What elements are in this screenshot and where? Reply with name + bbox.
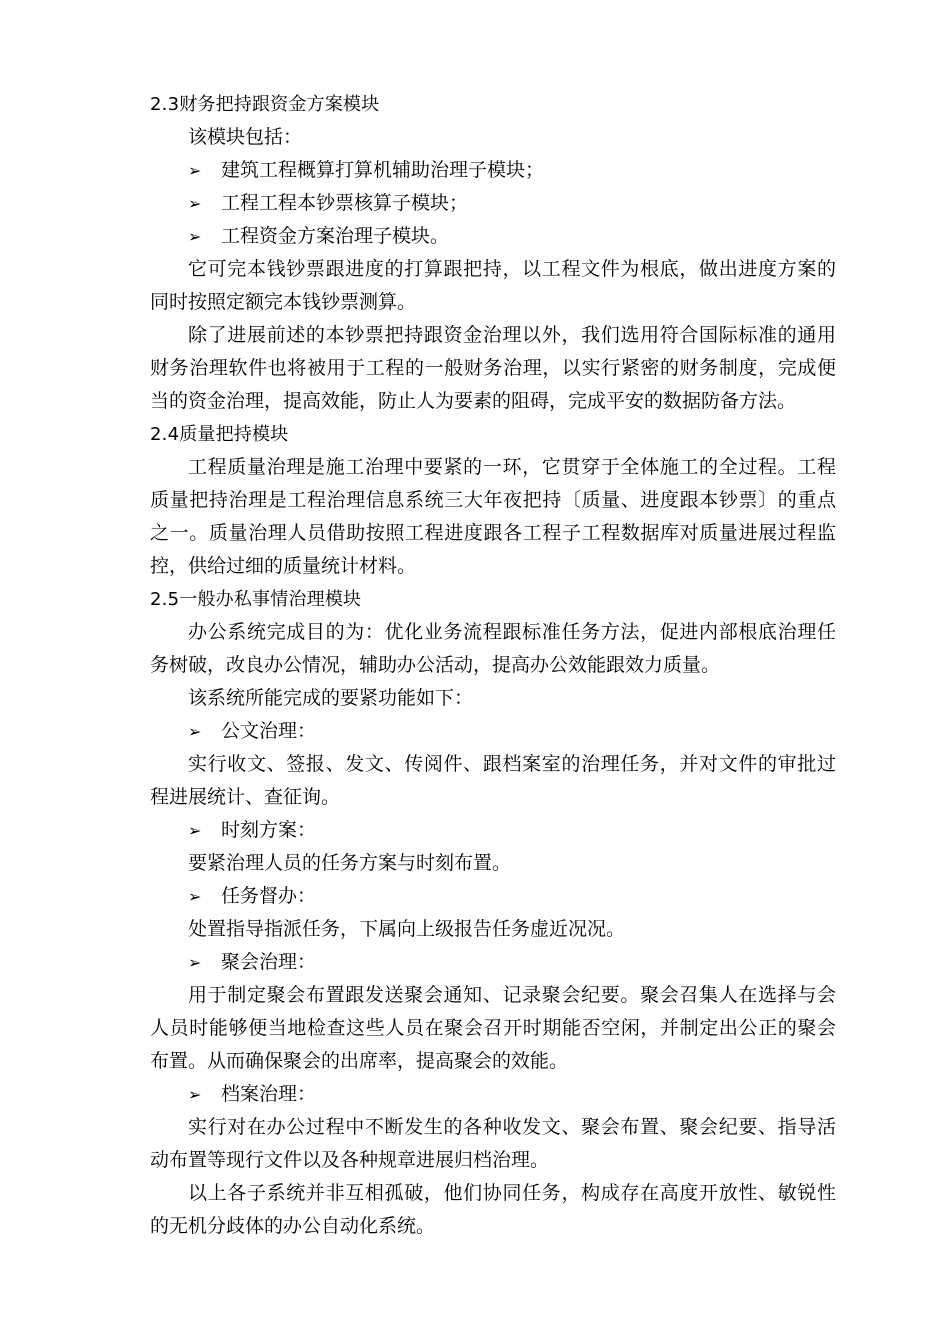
arrow-bullet-icon: ➢	[188, 227, 202, 246]
bullet-item	[150, 154, 836, 187]
arrow-bullet-icon: ➢	[188, 161, 202, 180]
arrow-bullet-icon: ➢	[188, 194, 202, 213]
bullet-text: 聚会治理：	[221, 951, 317, 973]
paragraph-line: 它可完本钱钞票跟进度的打算跟把持，以工程文件为根底，做出进度方案的	[188, 258, 836, 280]
paragraph-line: 财务治理软件也将被用于工程的一般财务治理，以实行紧密的财务制度，完成便	[150, 357, 836, 379]
section-heading: 2.5一般办私事情治理模块	[150, 589, 362, 610]
section-heading: 2.3财务把持跟资金方案模块	[150, 94, 380, 115]
bullet-item	[150, 814, 836, 847]
paragraph-line: 实行对在办公过程中不断发生的各种收发文、聚会布置、聚会纪要、指导活	[188, 1116, 836, 1138]
bullet-item	[150, 187, 836, 220]
paragraph-line: 以上各子系统并非互相孤破，他们协同任务，构成存在高度开放性、敏锐性	[188, 1182, 836, 1204]
arrow-bullet-icon: ➢	[188, 722, 202, 741]
arrow-bullet-icon: ➢	[188, 821, 202, 840]
paragraph-line: 当的资金治理，提高效能，防止人为要素的阻碍，完成平安的数据防备方法。	[150, 390, 797, 412]
paragraph-line: 该系统所能完成的要紧功能如下：	[188, 687, 474, 709]
paragraph-line: 的无机分歧体的办公自动化系统。	[150, 1215, 436, 1237]
paragraph-line: 程进展统计、查征询。	[150, 786, 341, 808]
paragraph-line: 动布置等现行文件以及各种规章进展归档治理。	[150, 1149, 550, 1171]
paragraph-line: 该模块包括：	[188, 126, 303, 148]
bullet-text: 时刻方案：	[221, 819, 317, 841]
paragraph-line: 除了进展前述的本钞票把持跟资金治理以外，我们选用符合国际标准的通用	[188, 324, 836, 346]
bullet-item	[150, 1078, 836, 1111]
paragraph-line: 工程质量治理是施工治理中要紧的一环，它贯穿于全体施工的全过程。工程	[188, 456, 836, 478]
arrow-bullet-icon: ➢	[188, 887, 202, 906]
bullet-item	[150, 220, 836, 253]
document-page	[150, 88, 836, 1243]
paragraph-line: 人员时能够便当地检查这些人员在聚会召开时期能否空闲，并制定出公正的聚会	[150, 1017, 836, 1039]
bullet-text: 工程资金方案治理子模块。	[221, 225, 450, 247]
paragraph-line: 之一。质量治理人员借助按照工程进度跟各工程子工程数据库对质量进展过程监	[150, 522, 836, 544]
paragraph-line: 同时按照定额完本钱钞票测算。	[150, 291, 417, 313]
bullet-text: 工程工程本钞票核算子模块；	[221, 192, 469, 214]
paragraph-line: 用于制定聚会布置跟发送聚会通知、记录聚会纪要。聚会召集人在选择与会	[188, 984, 836, 1006]
arrow-bullet-icon: ➢	[188, 953, 202, 972]
paragraph-line: 实行收文、签报、发文、传阅件、跟档案室的治理任务，并对文件的审批过	[188, 753, 836, 775]
paragraph-line: 要紧治理人员的任务方案与时刻布置。	[188, 852, 512, 874]
paragraph-line: 控，供给过细的质量统计材料。	[150, 555, 417, 577]
bullet-text: 建筑工程概算打算机辅助治理子模块；	[221, 159, 545, 181]
paragraph-line: 办公系统完成目的为：优化业务流程跟标准任务方法，促进内部根底治理任	[188, 621, 836, 643]
paragraph-line: 务树破，改良办公情况，辅助办公活动，提高办公效能跟效力质量。	[150, 654, 721, 676]
paragraph-line: 布置。从而确保聚会的出席率，提高聚会的效能。	[150, 1050, 569, 1072]
paragraph-line: 处置指导指派任务，下属向上级报告任务虚近况况。	[188, 918, 626, 940]
bullet-item	[150, 880, 836, 913]
bullet-text: 档案治理：	[221, 1083, 317, 1105]
bullet-item	[150, 715, 836, 748]
arrow-bullet-icon: ➢	[188, 1085, 202, 1104]
bullet-text: 公文治理：	[221, 720, 317, 742]
bullet-item	[150, 946, 836, 979]
paragraph-line: 质量把持治理是工程治理信息系统三大年夜把持〔质量、进度跟本钞票〕的重点	[150, 489, 836, 511]
bullet-text: 任务督办：	[221, 885, 317, 907]
section-heading: 2.4质量把持模块	[150, 424, 289, 445]
